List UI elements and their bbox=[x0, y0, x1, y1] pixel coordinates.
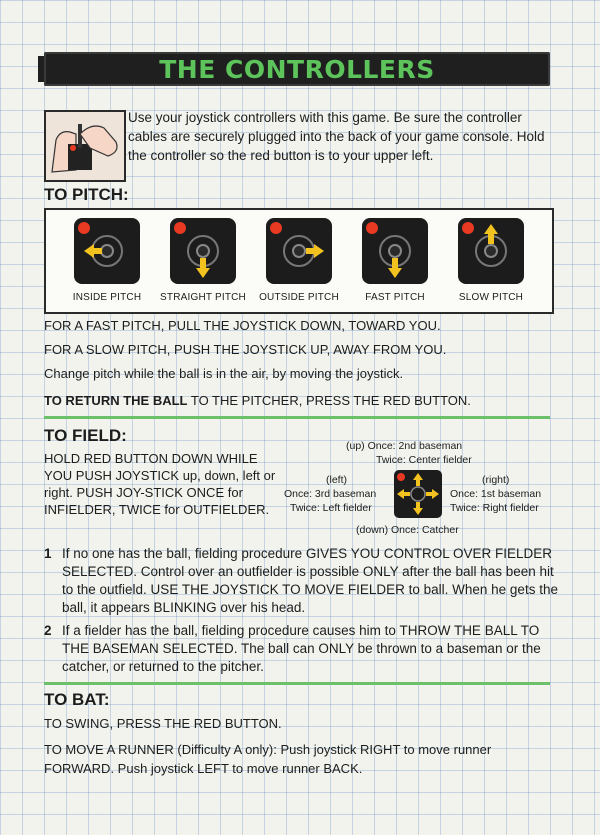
swing-line: TO SWING, PRESS THE RED BUTTON. bbox=[44, 716, 282, 731]
list-item bbox=[44, 622, 564, 676]
section-divider bbox=[44, 682, 550, 685]
section-divider bbox=[44, 416, 550, 419]
item-text: If no one has the ball, fielding procedure GIVES YOU CONTROL OVER FIELDER SELECTED. Control over an outfielder is possible ONLY after the ball has been hit to the outfield. USE THE JOYSTICK TO MOVE FIELDER to ball. When he gets the ball, it appears BLINKING over his head. bbox=[62, 546, 558, 615]
fielding-procedure-list bbox=[44, 545, 564, 681]
arrow-down-icon bbox=[362, 218, 428, 284]
pitch-label: FAST PITCH bbox=[365, 292, 425, 303]
return-ball-rest: TO THE PITCHER, PRESS THE RED BUTTON. bbox=[187, 393, 471, 408]
diagram-left: (left) bbox=[326, 474, 347, 486]
change-pitch-line: Change pitch while the ball is in the air, by moving the joystick. bbox=[44, 366, 404, 381]
arrow-right-icon bbox=[266, 218, 332, 284]
pitch-label: OUTSIDE PITCH bbox=[259, 292, 339, 303]
title-banner bbox=[44, 52, 550, 86]
diagram-up-twice: Twice: Center fielder bbox=[376, 454, 472, 466]
arrow-left-icon bbox=[74, 218, 140, 284]
diagram-right: (right) bbox=[482, 474, 510, 486]
joystick-fast-pitch bbox=[362, 218, 428, 284]
joystick-straight-pitch bbox=[170, 218, 236, 284]
pitch-label: SLOW PITCH bbox=[458, 292, 524, 303]
runner-line: TO MOVE A RUNNER (Difficulty A only): Push joystick RIGHT to move runner FORWARD. Push joystick LEFT to move runner BACK. bbox=[44, 742, 492, 776]
item-text: If a fielder has the ball, fielding procedure causes him to THROW THE BALL TO THE BASEMAN SELECTED. The ball can ONLY be thrown to a baseman or the catcher, or returned to the pitcher. bbox=[62, 623, 541, 674]
intro-paragraph: Use your joystick controllers with this game. Be sure the controller cables are securely plugged into the back of your game console. Hold the controller so the red button is to your upper left. bbox=[128, 110, 545, 163]
bat-heading: TO BAT: bbox=[44, 690, 110, 709]
joystick-outside-pitch bbox=[266, 218, 332, 284]
item-number: 1 bbox=[44, 546, 52, 561]
joystick-inside-pitch bbox=[74, 218, 140, 284]
diagram-down: (down) Once: Catcher bbox=[356, 524, 459, 536]
arrow-down-icon bbox=[170, 218, 236, 284]
return-ball-bold: TO RETURN THE BALL bbox=[44, 393, 188, 408]
diagram-up: (up) Once: 2nd baseman bbox=[346, 440, 463, 452]
page-title: THE CONTROLLERS bbox=[159, 55, 435, 84]
field-instructions: HOLD RED BUTTON DOWN WHILE YOU PUSH JOYSTICK up, down, left or right. PUSH JOY-STICK ONCE for INFIELDER, TWICE for OUTFIELDER. bbox=[44, 451, 276, 517]
return-ball-line bbox=[44, 393, 471, 408]
diagram-right-once: Once: 1st baseman bbox=[450, 488, 542, 500]
pitch-label: STRAIGHT PITCH bbox=[160, 292, 246, 303]
four-way-arrows-icon bbox=[394, 470, 442, 518]
slow-pitch-line: FOR A SLOW PITCH, PUSH THE JOYSTICK UP, AWAY FROM YOU. bbox=[44, 342, 447, 357]
field-heading: TO FIELD: bbox=[44, 426, 127, 445]
fast-pitch-line: FOR A FAST PITCH, PULL THE JOYSTICK DOWN, TOWARD YOU. bbox=[44, 318, 441, 333]
item-number: 2 bbox=[44, 623, 52, 638]
diagram-left-once: Once: 3rd baseman bbox=[284, 488, 377, 500]
list-item bbox=[44, 545, 564, 617]
arrow-up-icon bbox=[458, 218, 524, 284]
pitch-label: INSIDE PITCH bbox=[72, 292, 142, 303]
joystick-four-way bbox=[394, 470, 442, 518]
pitch-heading: TO PITCH: bbox=[44, 185, 129, 204]
joystick-slow-pitch bbox=[458, 218, 524, 284]
hand-controller-illustration bbox=[44, 110, 126, 182]
hand-holding-joystick-icon bbox=[46, 112, 124, 180]
pitch-diagram bbox=[44, 208, 554, 314]
fielding-direction-diagram bbox=[280, 438, 560, 538]
diagram-right-twice: Twice: Right fielder bbox=[450, 502, 539, 514]
diagram-left-twice: Twice: Left fielder bbox=[290, 502, 372, 514]
